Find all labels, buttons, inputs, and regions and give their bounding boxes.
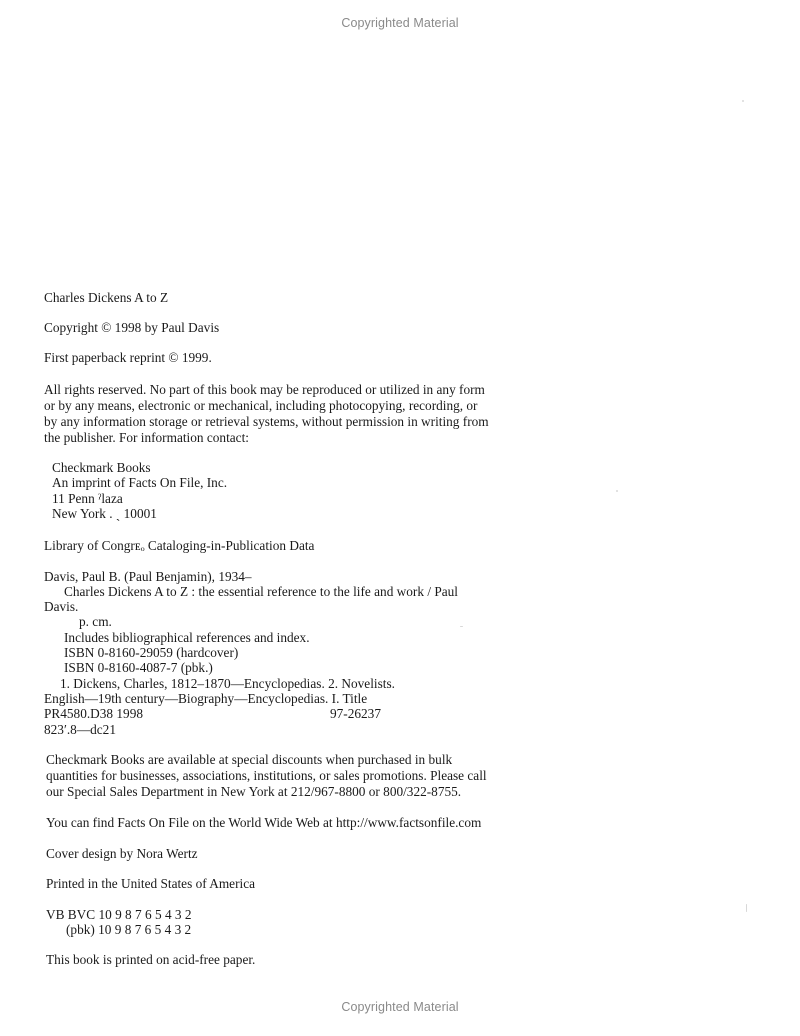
imprint-line: An imprint of Facts On File, Inc. [52, 475, 228, 490]
cip-title: Charles Dickens A to Z : the essential reference to the life and work / Paul [64, 584, 458, 599]
rights-line: by any information storage or retrieval systems, without permission in writing from [44, 414, 489, 429]
scan-speck [746, 904, 747, 912]
sales-line: Checkmark Books are available at special discounts when purchased in bulk [46, 752, 453, 767]
cip-isbn-hardcover: ISBN 0-8160-29059 (hardcover) [64, 645, 239, 660]
cip-heading: Library of Congrᴇₒ Cataloging-in-Publication Data [44, 538, 315, 553]
cip-subjects-cont: English—19th century—Biography—Encyclopedias. I. Title [44, 691, 368, 706]
rights-line: the publisher. For information contact: [44, 430, 249, 445]
printing-line-hardcover: VB BVC 10 9 8 7 6 5 4 3 2 [46, 907, 192, 922]
printed-in-line: Printed in the United States of America [46, 876, 256, 891]
copyright-line: Copyright © 1998 by Paul Davis [44, 320, 220, 335]
reprint-line: First paperback reprint © 1999. [44, 350, 212, 365]
rights-line: All rights reserved. No part of this book may be reproduced or utilized in any form [44, 382, 485, 397]
rights-line: or by any means, electronic or mechanical, including photocopying, recording, or [44, 398, 478, 413]
copyright-watermark-top: Copyrighted Material [341, 16, 459, 30]
scan-speck [742, 100, 744, 102]
copyright-watermark-bottom: Copyrighted Material [341, 1000, 459, 1014]
cip-isbn-paperback: ISBN 0-8160-4087-7 (pbk.) [64, 660, 213, 675]
cip-call-number: PR4580.D38 1998 [44, 706, 143, 721]
street-address: 11 Penn ˀlaza [52, 491, 123, 506]
cip-dewey: 823′.8—dc21 [44, 722, 116, 737]
cip-title-cont: Davis. [44, 599, 79, 614]
cip-author: Davis, Paul B. (Paul Benjamin), 1934– [44, 569, 252, 584]
cover-design-credit: Cover design by Nora Wertz [46, 846, 198, 861]
acid-free-note: This book is printed on acid-free paper. [46, 952, 256, 967]
cip-subjects: 1. Dickens, Charles, 1812–1870—Encyclopedias. 2. Novelists. [60, 676, 395, 691]
cip-lccn: 97-26237 [330, 706, 381, 721]
cip-pages: p. cm. [79, 614, 112, 629]
publisher-name: Checkmark Books [52, 460, 151, 475]
scan-speck [460, 626, 463, 627]
cip-bibliography: Includes bibliographical references and index. [64, 630, 310, 645]
sales-line: quantities for businesses, associations, institutions, or sales promotions. Please call [46, 768, 487, 783]
printing-line-paperback: (pbk) 10 9 8 7 6 5 4 3 2 [66, 922, 192, 937]
city-address: New York . ˎ 10001 [52, 506, 157, 521]
sales-line: our Special Sales Department in New York at 212/967-8800 or 800/322-8755. [46, 784, 462, 799]
book-title: Charles Dickens A to Z [44, 290, 169, 305]
website-line: You can find Facts On File on the World Wide Web at http://www.factsonfile.com [46, 815, 482, 830]
scan-speck [616, 490, 618, 492]
